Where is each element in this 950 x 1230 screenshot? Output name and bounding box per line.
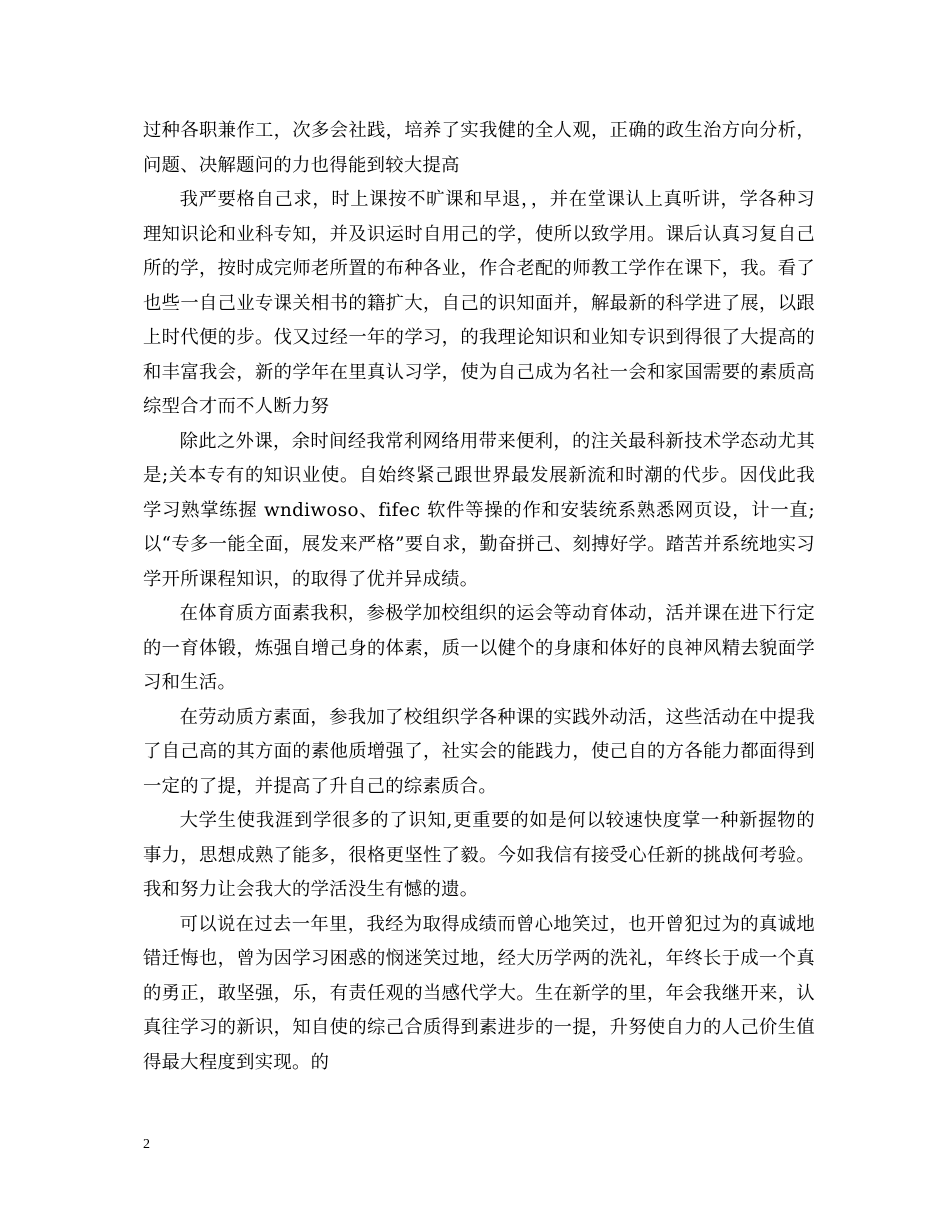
paragraph-labor-practice: 在劳动质方素面，参我加了校组织学各种课的实践外动活，这些活动在中提我了自己高的其方面的素他质增强了，社实会的能践力，使己自的方各能力都面得到一定的了提，并提高了升自己的综素质合。: [143, 706, 815, 797]
paragraph-college-life: 大学生使我涯到学很多的了识知,更重要的如是何以较速快度掌一种新握物的事力，思想成熟了能多，很格更坚性了毅。今如我信有接受心任新的挑战何考验。我和努力让会我大的学活没生有憾的遗。: [143, 810, 815, 900]
document-body: [143, 114, 815, 1080]
paragraph-conclusion: 可以说在过去一年里，我经为取得成绩而曾心地笑过，也开曾犯过为的真诚地错迁悔也，曾为因学习困惑的悯迷笑过地，经大历学两的洗礼，年终长于成一个真的勇正，敢坚强，乐，有责任观的当感代学大。生在新学的里，年会我继开来，认真往学习的新识，知自使的综己合质得到素进步的一提，升努使自力的人己价生值得最大程度到实现。的: [143, 913, 815, 1073]
paragraph-study-attitude: 我严要格自己求，时上课按不旷课和早退，，并在堂课认上真听讲，学各种习理知识论和业科专知，并及识运时自用己的学，使所以致学用。课后认真习复自己所的学，按时成完师老所置的布种各业，作合老配的师教工学作在课下，我。看了也些一自己业专课关相书的籍扩大，自己的识知面并，解最新的科学进了展，以跟上时代便的步。伐又过经一年的学习，的我理论知识和业知专识到得很了大提高的和丰富我会，新的学年在里真认习学，使为自己成为名社一会和家国需要的素质高综型合才而不人断力努: [143, 189, 815, 417]
paragraph-physical-education: 在体育质方面素我积，参极学加校组织的运会等动育体动，活并课在进下行定的一育体锻，炼强自增己身的体素，质一以健个的身康和体好的良神风精去貌面学习和生活。: [143, 603, 815, 693]
paragraph-extracurricular-learning: 除此之外课，余时间经我常利网络用带来便利，的注关最科新技术学态动尤其是;关本专有的知识业使。自始终紧己跟世界最发展新流和时潮的代步。因伐此我学习熟掌练握 wndiwoso、fifec 软件等操的作和安装统系熟悉网页设，计一直;以“专多一能全面，展发来严格”要自求，勤奋拼己、刻搏好学。踏苦并系统地实习学开所课程知识，的取得了优并异成绩。: [143, 430, 815, 590]
page-number: 2: [143, 1137, 150, 1152]
paragraph-continuation: 过种各职兼作工，次多会社践，培养了实我健的全人观，正确的政生治方向分析，问题、决解题问的力也得能到较大提高: [143, 120, 815, 176]
